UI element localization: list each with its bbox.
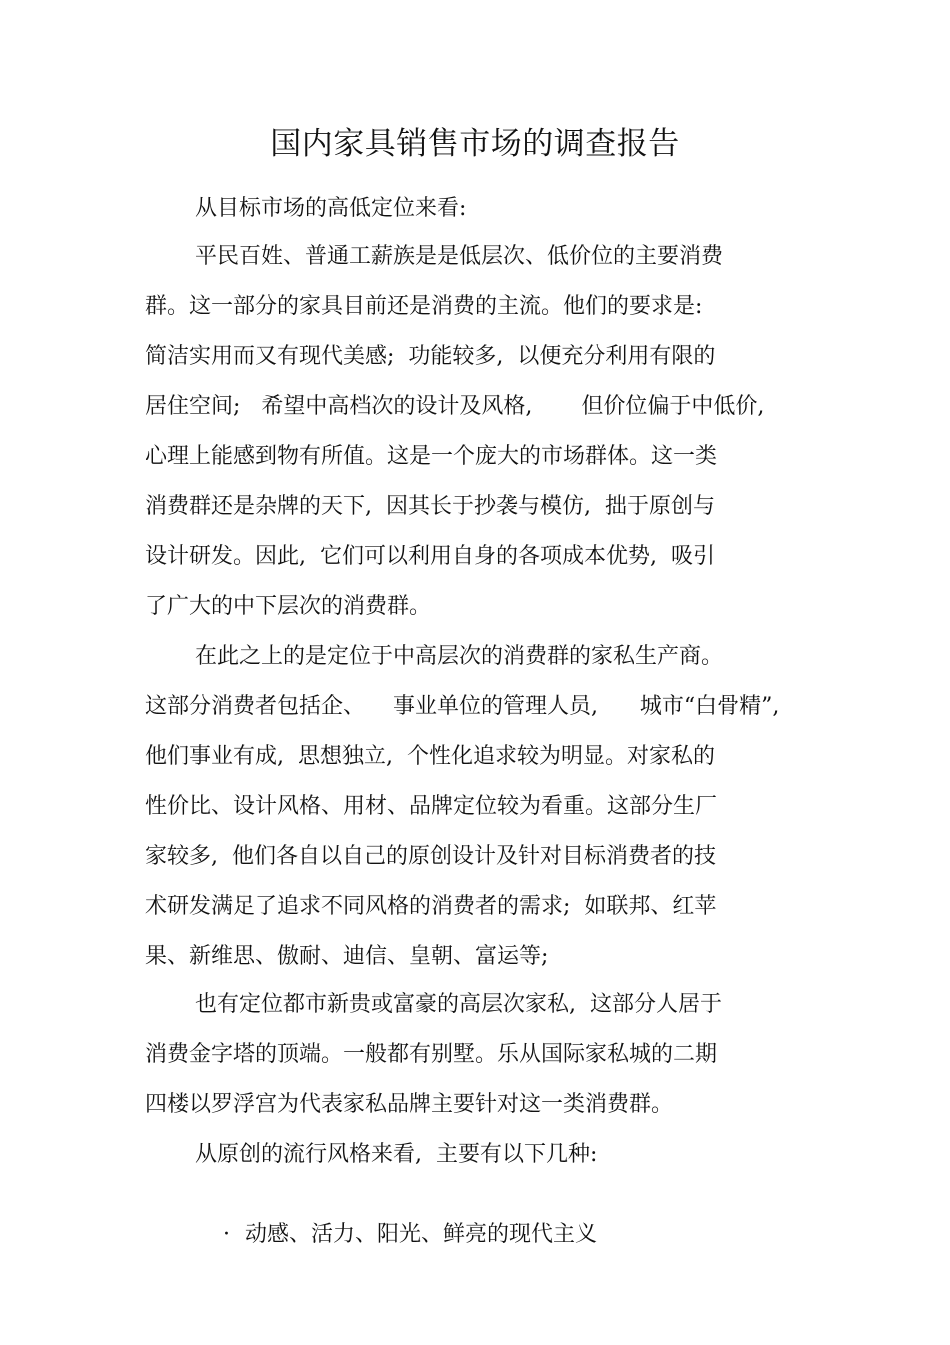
paragraph-line: 居住空间; 希望中高档次的设计及风格, 但价位偏于中低价,	[145, 394, 765, 419]
paragraph-line: 了广大的中下层次的消费群。	[145, 594, 432, 619]
paragraph-line: 这部分消费者包括企、 事业单位的管理人员, 城市“白骨精”,	[145, 694, 780, 719]
paragraph-line: 果、新维思、傲耐、迪信、皇朝、富运等;	[145, 944, 549, 969]
paragraph-line: 消费金字塔的顶端。一般都有别墅。乐从国际家私城的二期	[145, 1042, 718, 1067]
paragraph-line: 四楼以罗浮宫为代表家私品牌主要针对这一类消费群。	[145, 1092, 674, 1117]
paragraph-line: 性价比、设计风格、用材、品牌定位较为看重。这部分生厂	[145, 794, 718, 819]
paragraph-line: 设计研发。因此, 它们可以利用自身的各项成本优势, 吸引	[145, 544, 715, 569]
paragraph-line: 群。这一部分的家具目前还是消费的主流。他们的要求是:	[145, 294, 703, 319]
bullet-text: 动感、活力、阳光、鲜亮的现代主义	[244, 1222, 597, 1247]
document-title: 国内家具销售市场的调查报告	[270, 126, 680, 162]
bullet-list-item	[195, 1190, 597, 1280]
paragraph-line: 简洁实用而又有现代美感; 功能较多, 以便充分利用有限的	[145, 344, 716, 369]
paragraph-line: 他们事业有成, 思想独立, 个性化追求较为明显。对家私的	[145, 744, 715, 769]
paragraph-line: 术研发满足了追求不同风格的消费者的需求; 如联邦、红苹	[145, 894, 717, 919]
bullet-mark: ·	[222, 1222, 230, 1247]
paragraph-line: 从目标市场的高低定位来看:	[195, 196, 467, 221]
paragraph-line: 消费群还是杂牌的天下, 因其长于抄袭与模仿, 拙于原创与	[145, 494, 715, 519]
paragraph-line: 从原创的流行风格来看, 主要有以下几种:	[195, 1142, 598, 1167]
paragraph-line: 心理上能感到物有所值。这是一个庞大的市场群体。这一类	[145, 444, 718, 469]
paragraph-line: 平民百姓、普通工薪族是是低层次、低价位的主要消费	[195, 244, 724, 269]
paragraph-line: 在此之上的是定位于中高层次的消费群的家私生产商。	[195, 644, 724, 669]
paragraph-line: 家较多, 他们各自以自己的原创设计及针对目标消费者的技	[145, 844, 716, 869]
paragraph-line: 也有定位都市新贵或富豪的高层次家私, 这部分人居于	[195, 992, 722, 1017]
